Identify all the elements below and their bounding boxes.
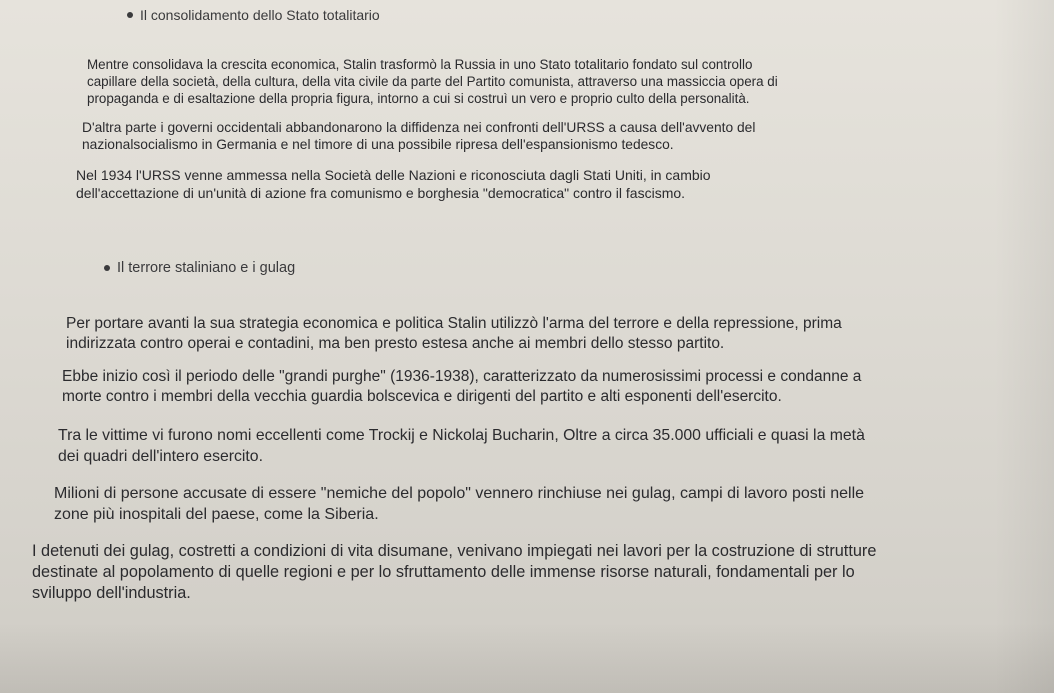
paragraph-line: dei quadri dell'intero esercito. bbox=[58, 448, 263, 465]
paragraph-line: capillare della società, della cultura, della vita civile da parte del Partito comunista, attraverso una massiccia opera di bbox=[87, 74, 778, 89]
paragraph bbox=[62, 367, 861, 407]
paragraph-line: I detenuti dei gulag, costretti a condizioni di vita disumane, venivano impiegati nei lavori per la costruzione di strutture bbox=[32, 542, 877, 560]
paragraph-line: zone più inospitali del paese, come la Siberia. bbox=[54, 506, 379, 523]
paragraph-line: morte contro i membri della vecchia guardia bolscevica e dirigenti del partito e alti esponenti dell'esercito. bbox=[62, 388, 782, 405]
paragraph-line: Per portare avanti la sua strategia economica e politica Stalin utilizzò l'arma del terrore e della repressione, prima bbox=[66, 315, 842, 332]
paragraph bbox=[87, 56, 778, 107]
paragraph bbox=[66, 314, 842, 354]
section-heading-text: Il terrore staliniano e i gulag bbox=[117, 260, 296, 276]
bullet-dot-icon bbox=[127, 12, 133, 18]
paragraph-line: dell'accettazione di un'unità di azione fra comunismo e borghesia "democratica" contro il fascismo. bbox=[76, 185, 686, 201]
paragraph-line: Mentre consolidava la crescita economica, Stalin trasformò la Russia in uno Stato totalitario fondato sul controllo bbox=[87, 57, 753, 72]
section-heading bbox=[104, 260, 295, 276]
paragraph-line: nazionalsocialismo in Germania e nel timore di una possibile ripresa dell'espansionismo tedesco. bbox=[82, 137, 674, 152]
paragraph-line: indirizzata contro operai e contadini, ma ben presto estesa anche ai membri dello stesso partito. bbox=[66, 335, 725, 352]
section-heading-text: Il consolidamento dello Stato totalitario bbox=[140, 7, 380, 23]
paragraph-line: Nel 1934 l'URSS venne ammessa nella Società delle Nazioni e riconosciuta dagli Stati Uniti, in cambio bbox=[76, 167, 711, 183]
paragraph bbox=[58, 425, 865, 467]
bullet-dot-icon bbox=[104, 265, 110, 271]
section-heading bbox=[127, 7, 380, 23]
page-shadow bbox=[0, 623, 1054, 693]
paragraph-line: sviluppo dell'industria. bbox=[32, 584, 191, 602]
paragraph-line: propaganda e di esaltazione della propria figura, intorno a cui si costruì un vero e proprio culto della personalità. bbox=[87, 91, 750, 106]
paragraph-line: Milioni di persone accusate di essere "nemiche del popolo" vennero rinchiuse nei gulag, campi di lavoro posti nelle bbox=[54, 485, 865, 502]
paragraph-line: Ebbe inizio così il periodo delle "grandi purghe" (1936-1938), caratterizzato da numerosissimi processi e condanne a bbox=[62, 368, 862, 385]
paragraph-line: D'altra parte i governi occidentali abbandonarono la diffidenza nei confronti dell'URSS a causa dell'avvento del bbox=[82, 120, 756, 135]
paragraph bbox=[82, 119, 755, 153]
paragraph bbox=[54, 483, 864, 525]
paragraph-line: Tra le vittime vi furono nomi eccellenti come Trockij e Nickolaj Bucharin, Oltre a circa 35.000 ufficiali e quasi la metà bbox=[58, 427, 865, 444]
paragraph bbox=[76, 166, 711, 202]
paragraph bbox=[32, 541, 876, 604]
paragraph-line: destinate al popolamento di quelle regioni e per lo sfruttamento delle immense risorse naturali, fondamentali per lo bbox=[32, 563, 855, 581]
